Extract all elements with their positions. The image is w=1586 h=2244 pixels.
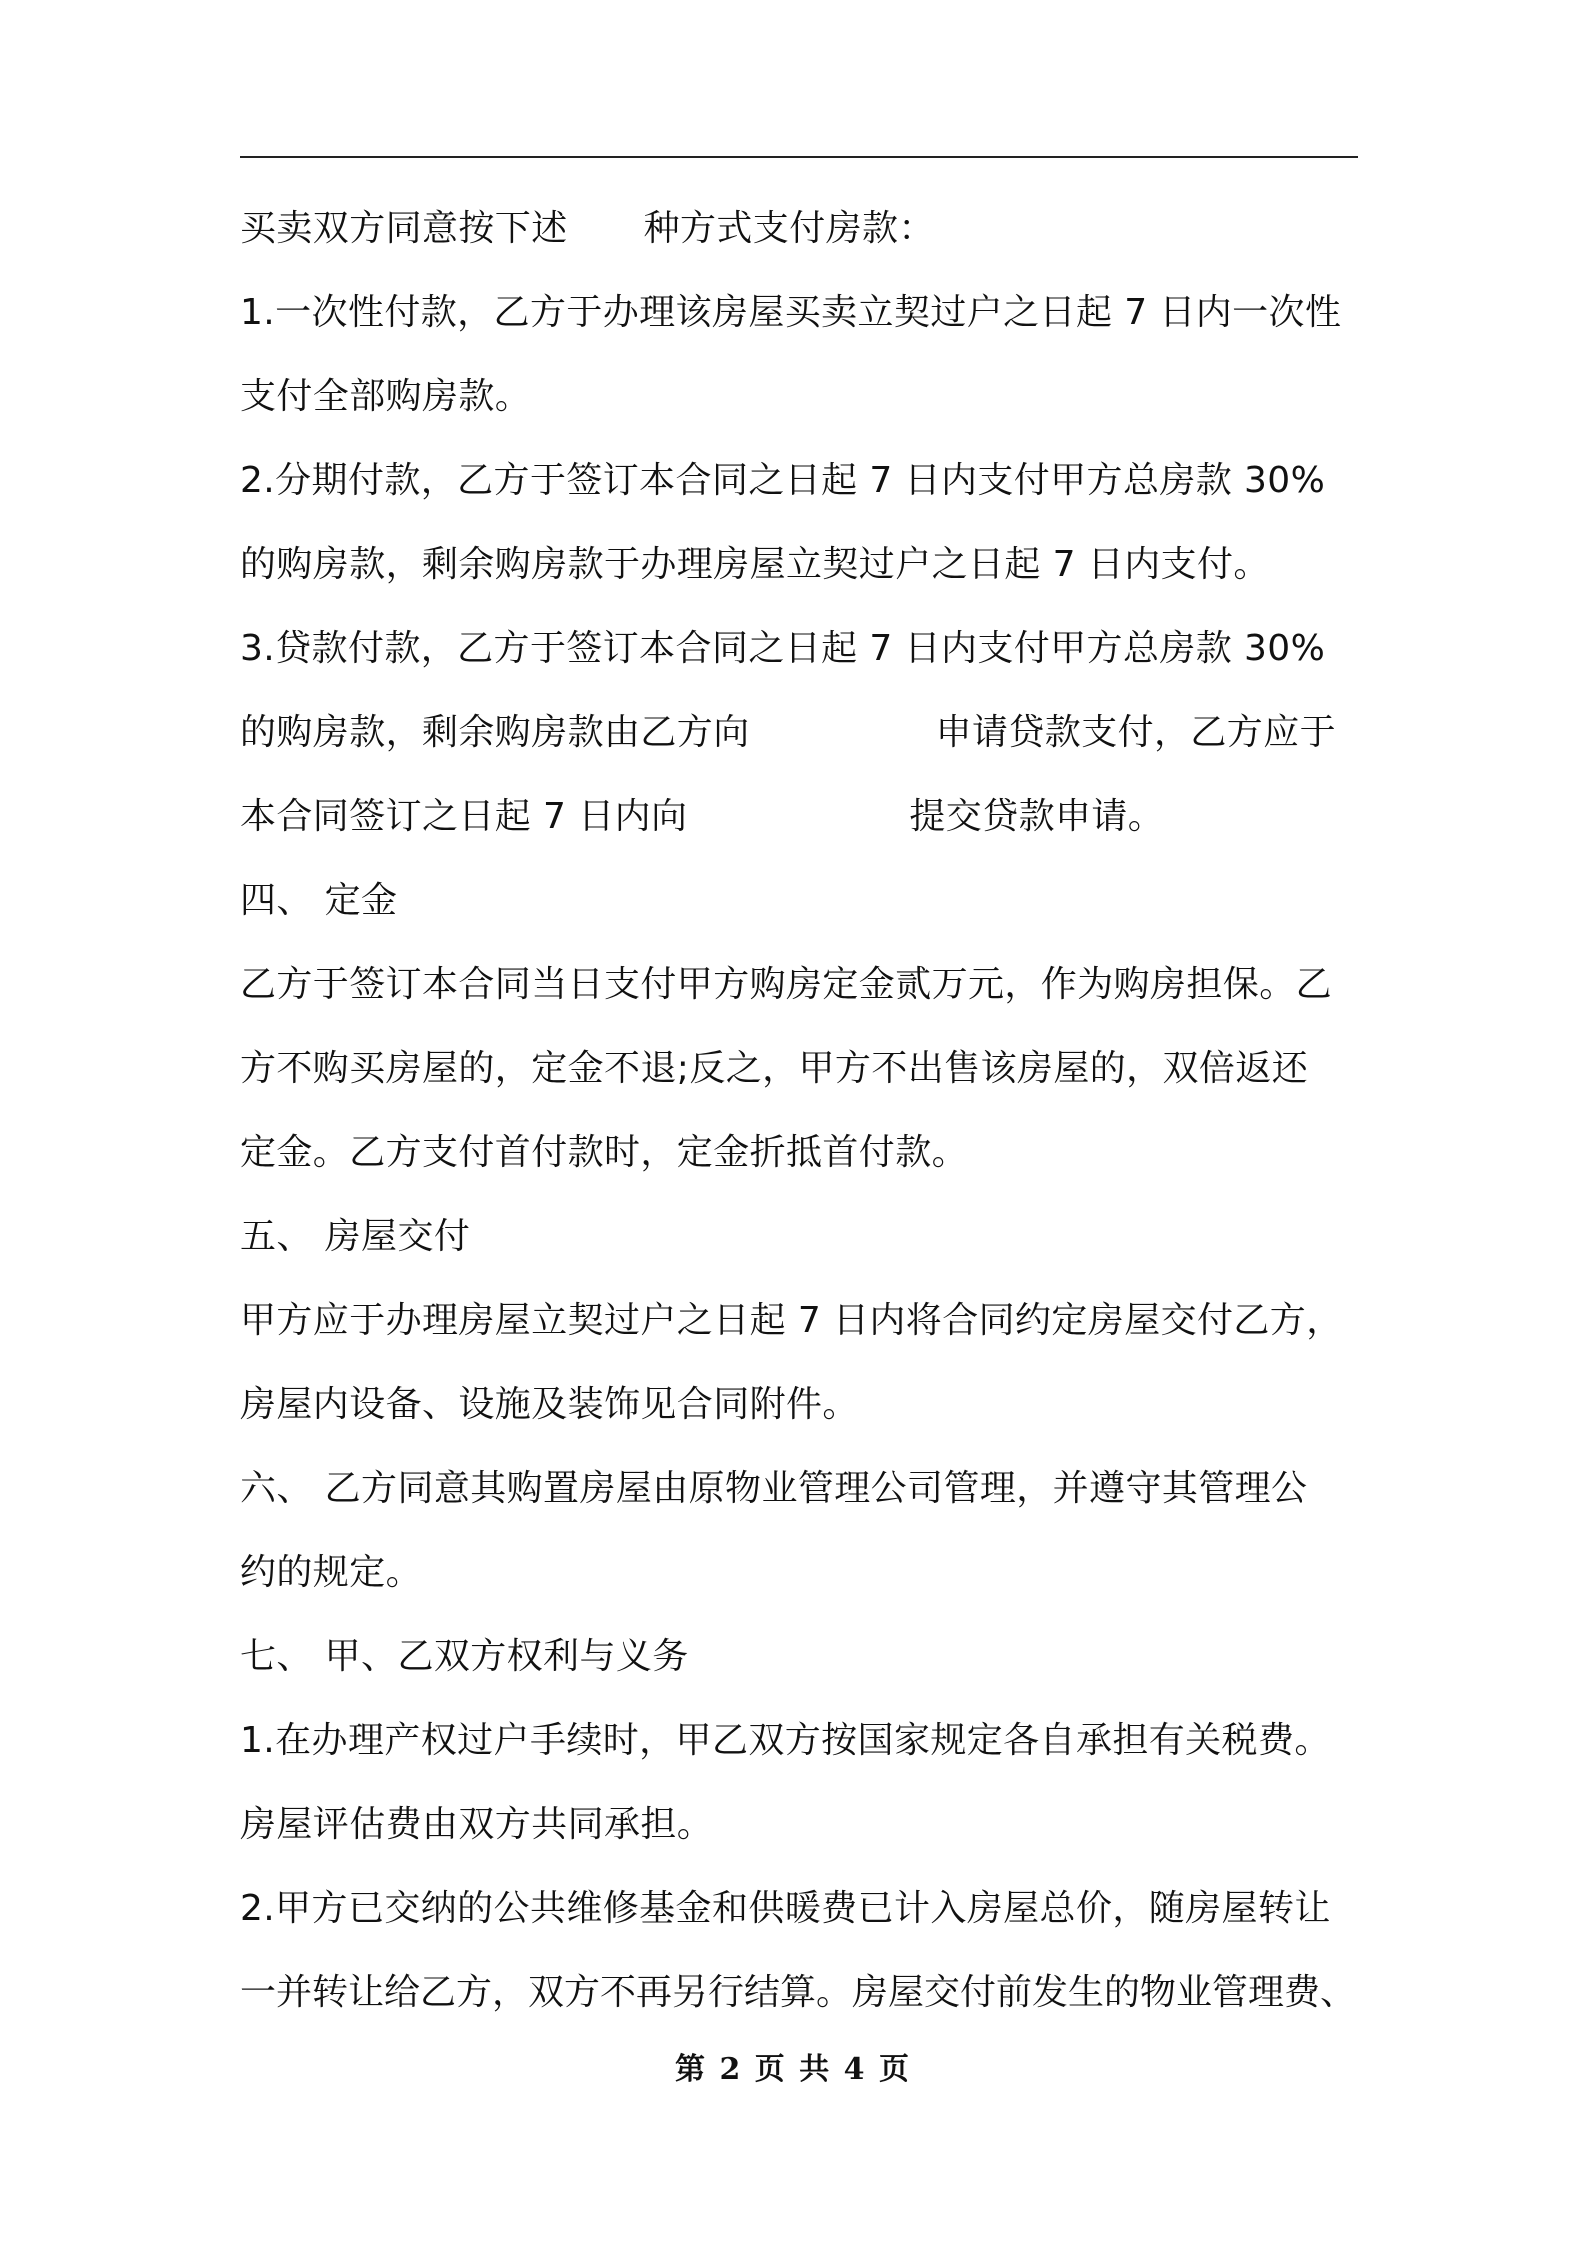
text-line [240, 708, 1358, 758]
text-line: 方不购买房屋的，定金不退;反之，甲方不出售该房屋的，双倍返还 [240, 1048, 1309, 1089]
section-heading: 七、 甲、乙双方权利与义务 [240, 1636, 689, 1677]
text-line: 一并转让给乙方，双方不再另行结算。房屋交付前发生的物业管理费、 [240, 1972, 1357, 2013]
section-heading: 五、 房屋交付 [240, 1216, 471, 1257]
line-segment: 买卖双方同意按下述 [240, 208, 568, 249]
line-segment: 种方式支付房款： [643, 208, 935, 249]
text-line: 约的规定。 [240, 1552, 423, 1593]
text-line: 乙方于签订本合同当日支付甲方购房定金贰万元，作为购房担保。乙 [240, 964, 1333, 1005]
text-line: 2.分期付款，乙方于签订本合同之日起 7 日内支付甲方总房款 30% [240, 460, 1326, 501]
line-segment: 申请贷款支付，乙方应于 [935, 712, 1337, 753]
section-heading: 四、 定金 [240, 880, 398, 921]
text-line: 甲方应于办理房屋立契过户之日起 7 日内将合同约定房屋交付乙方， [240, 1300, 1343, 1341]
line-segment: 本合同签订之日起 7 日内向 [240, 796, 688, 837]
text-line: 支付全部购房款。 [240, 376, 532, 417]
text-line: 房屋内设备、设施及装饰见合同附件。 [240, 1384, 859, 1425]
text-line: 房屋评估费由双方共同承担。 [240, 1804, 714, 1845]
text-line [240, 792, 1358, 842]
text-line: 定金。乙方支付首付款时，定金折抵首付款。 [240, 1132, 969, 1173]
text-line: 2.甲方已交纳的公共维修基金和供暖费已计入房屋总价，随房屋转让 [240, 1888, 1331, 1929]
text-line: 1.在办理产权过户手续时，甲乙双方按国家规定各自承担有关税费。 [240, 1720, 1331, 1761]
line-segment: 提交贷款申请。 [909, 796, 1165, 837]
text-line [240, 204, 1358, 254]
text-line: 的购房款，剩余购房款于办理房屋立契过户之日起 7 日内支付。 [240, 544, 1270, 585]
page-number-footer: 第 2 页 共 4 页 [675, 2052, 911, 2087]
text-line: 3.贷款付款，乙方于签订本合同之日起 7 日内支付甲方总房款 30% [240, 628, 1326, 669]
header-rule [240, 156, 1358, 158]
section-heading: 六、 乙方同意其购置房屋由原物业管理公司管理，并遵守其管理公 [240, 1468, 1308, 1509]
text-line: 1.一次性付款，乙方于办理该房屋买卖立契过户之日起 7 日内一次性 [240, 292, 1342, 333]
line-segment: 的购房款，剩余购房款由乙方向 [240, 712, 750, 753]
